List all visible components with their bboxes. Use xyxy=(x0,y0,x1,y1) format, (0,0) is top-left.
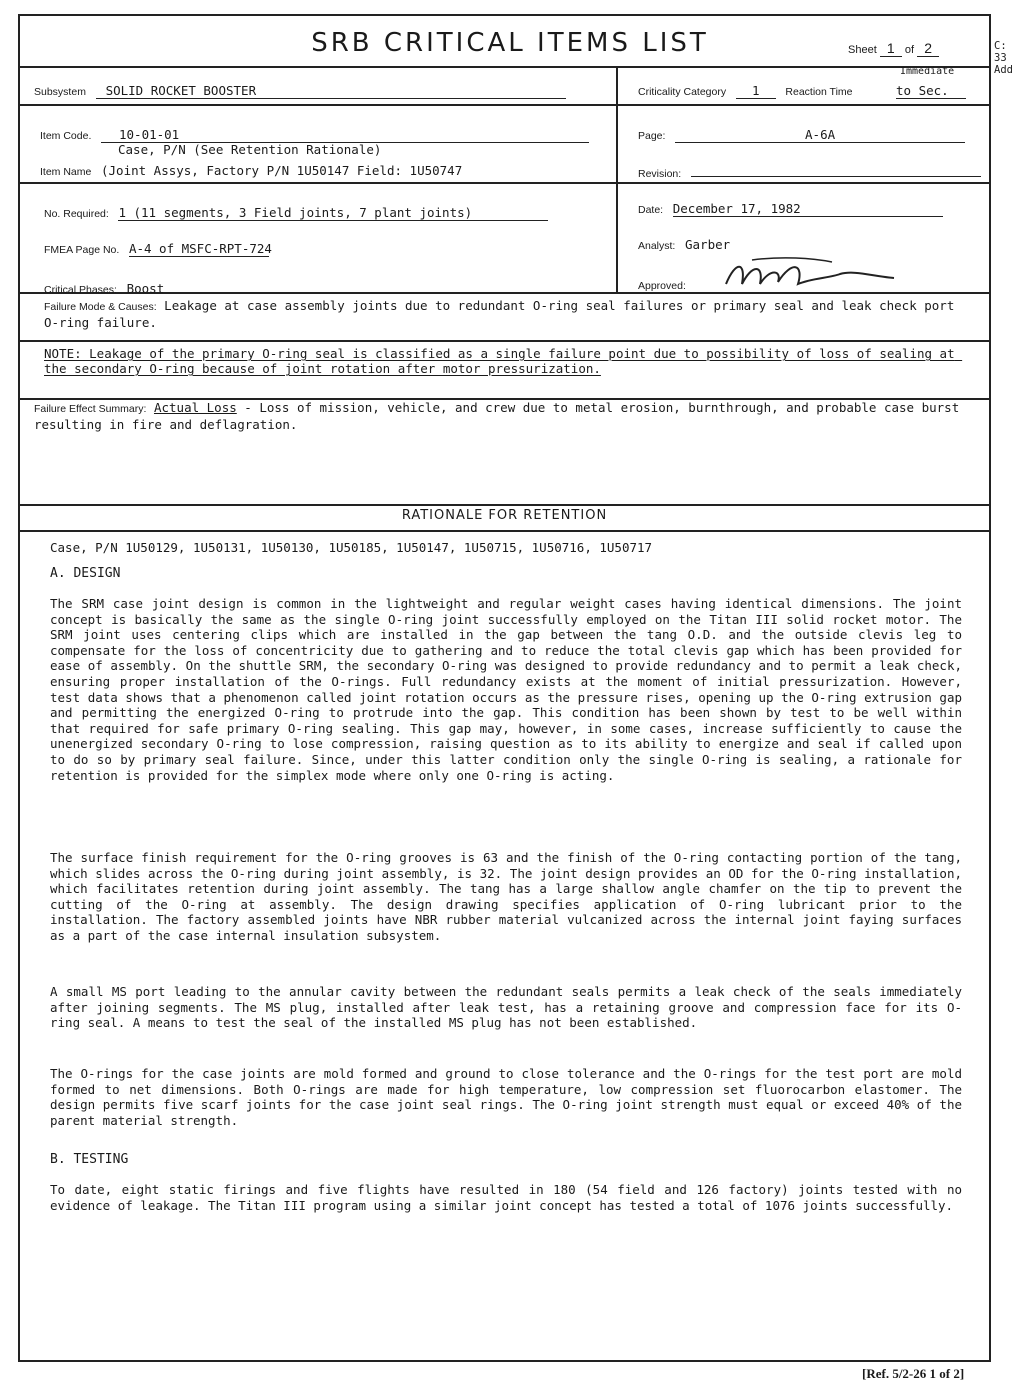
divider xyxy=(18,340,991,342)
page-title: SRB CRITICAL ITEMS LIST xyxy=(311,28,709,58)
design-paragraph: The O-rings for the case joints are mold formed and ground to close tolerance and the O-rings for the test port are mold formed to net dimensions. Both O-rings are made for high temperature, low compression set fluorocarbon elastomer. The design permits five scarf joints for the case joint seal rings. The O-ring joint strength must equal or exceed 40% of the parent material strength. xyxy=(50,1066,962,1128)
failure-effect-section: Failure Effect Summary: Actual Loss - Loss of mission, vehicle, and crew due to metal erosion, burnthrough, and probable case burst resulting in fire and deflagration. xyxy=(34,400,967,432)
divider xyxy=(18,66,991,68)
reaction-time-field: to Sec. xyxy=(896,80,966,99)
design-paragraph: The surface finish requirement for the O-ring grooves is 63 and the finish of the O-ring contacting portion of the tang, which slides across the O-ring during joint assembly, is 32. The joint design provides an OD for the O-ring installation, which facilitates retention during joint assembly. The tang has a large shallow angle chamfer on the tip to prevent the cutting of the O-ring at assembly. The design drawing specifies application of O-ring lubricant prior to the installation. The factory assembled joints have NBR rubber material vulcanized across the internal joint faying surfaces as a part of the case internal insulation subsystem. xyxy=(50,850,962,943)
divider xyxy=(18,182,991,184)
date-field: Date: December 17, 1982 xyxy=(638,198,943,217)
divider xyxy=(18,530,991,532)
sheet-number: Sheet 1 of 2 xyxy=(848,40,939,57)
rationale-heading: RATIONALE FOR RETENTION xyxy=(401,508,608,523)
failure-mode-section: Failure Mode & Causes: Leakage at case assembly joints due to redundant O-ring seal failures or primary seal and leak check port O-ring failure. xyxy=(44,298,962,330)
failure-mode-note: NOTE: Leakage of the primary O-ring seal is classified as a single failure point due to possibility of loss of sealing at the secondary O-ring because of joint rotation after motor pressurization. xyxy=(44,346,963,376)
item-name-line1: Case, P/N (See Retention Rationale) xyxy=(118,142,382,157)
number-required-field: No. Required: 1 (11 segments, 3 Field joints, 7 plant joints) xyxy=(44,202,548,221)
testing-heading: B. TESTING xyxy=(50,1152,129,1167)
case-part-numbers: Case, P/N 1U50129, 1U50131, 1U50130, 1U50185, 1U50147, 1U50715, 1U50716, 1U50717 xyxy=(50,540,653,555)
reference-footer: [Ref. 5/2-26 1 of 2] xyxy=(862,1366,965,1381)
item-name-field: Item Name (Joint Assys, Factory P/N 1U50147 Field: 1U50747 xyxy=(40,163,463,178)
design-paragraph: A small MS port leading to the annular cavity between the redundant seals permits a leak check of the seals immediately after joining segments. The MS plug, installed after leak test, has a retaining groove and compression face for its O-ring seal. A means to test the seal of the installed MS plug has not been established. xyxy=(50,984,962,1031)
approval-signature xyxy=(712,254,902,294)
column-divider xyxy=(616,66,618,292)
testing-paragraph: To date, eight static firings and five flights have resulted in 180 (54 field and 126 factory) joints tested with no evidence of leakage. The Titan III program using a similar joint concept has tested a total of 1076 joints successfully. xyxy=(50,1182,962,1213)
page-field: Page: A-6A xyxy=(638,124,965,143)
fmea-page-field: FMEA Page No. A-4 of MSFC-RPT-724 xyxy=(44,241,272,256)
margin-note: C: 33 Add xyxy=(994,40,1013,76)
criticality-field: Criticality Category 1 Reaction Time xyxy=(638,83,853,98)
divider xyxy=(18,104,991,106)
revision-field: Revision: xyxy=(638,162,981,181)
reaction-time-top: Immediate xyxy=(900,66,955,77)
design-paragraph: The SRM case joint design is common in the lightweight and regular weight cases having identical dimensions. The joint concept is basically the same as the single O-ring joint successfully employed on the Titan III solid rocket motor. The SRM joint uses centering clips which are installed in the gap between the tang O.D. and the outside clevis leg to compensate for the loss of concentricity due to gathering and to reduce the total clevis gap which has been provided for ease of assembly. On the shuttle SRM, the secondary O-ring was designed to provide redundancy and to permit a leak check, ensuring proper installation of the O-rings. Full redundancy exists at the moment of initial pressurization. However, test data shows that a phenomenon called joint rotation occurs as the pressure rises, opening up the O-ring extrusion gap and permitting the energized O-ring to protrude into the gap. This condition has been shown by test to be well within that required for safe primary O-ring sealing. This gap may, however, in some cases, increase sufficiently to cause the unenergized secondary O-ring to lose compression, raising question as to its ability to energize and seal if called upon to do so by primary seal failure. Since, under this latter condition only the single O-ring is sealing, a rationale for retention is provided for the simplex mode where only one O-ring is acting. xyxy=(50,596,962,783)
critical-phases-field: Critical Phases: Boost xyxy=(44,281,165,296)
analyst-field: Analyst: Garber xyxy=(638,237,731,252)
divider xyxy=(18,504,991,506)
approved-field: Approved: xyxy=(638,274,956,294)
subsystem-field: Subsystem SOLID ROCKET BOOSTER xyxy=(34,80,566,99)
item-code-field: Item Code. 10-01-01 xyxy=(40,124,589,143)
design-heading: A. DESIGN xyxy=(50,566,121,581)
